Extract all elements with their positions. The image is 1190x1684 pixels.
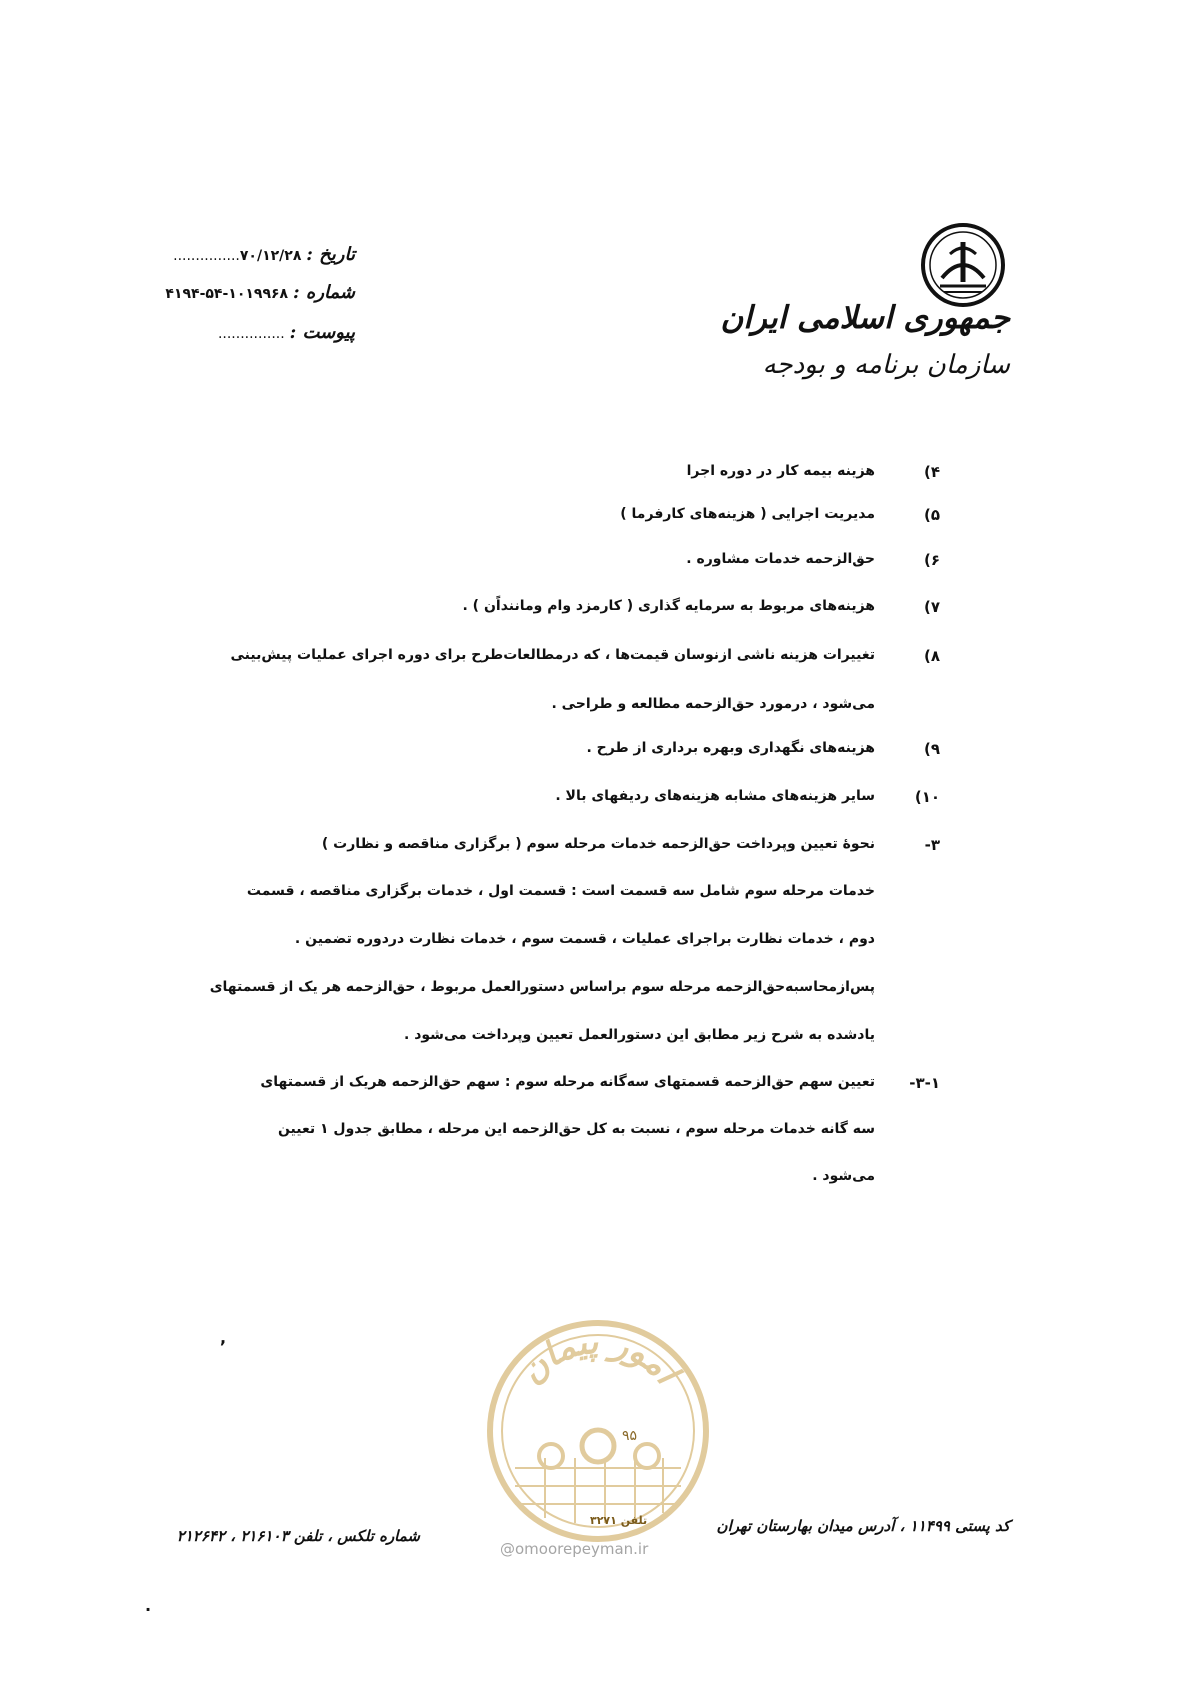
item-4-number: ۴) <box>923 463 940 481</box>
section-3-line-4: یادشده به شرح زیر مطابق این دستورالعمل تعیین وپرداخت می‌شود . <box>404 1027 875 1043</box>
section-3-line-1: خدمات مرحله سوم شامل سه قسمت است : قسمت اول ، خدمات برگزاری مناقصه ، قسمت <box>246 883 875 899</box>
item-10-number: ۱۰) <box>914 788 940 806</box>
item-9-text: هزینه‌های نگهداری وبهره برداری از طرح . <box>586 740 875 756</box>
item-8-line-2: می‌شود ، درمورد حق‌الزحمه مطالعه و طراحی . <box>551 696 875 712</box>
footer-contact: شماره تلکس ، تلفن ۲۱۶۱۰۳ ، ۲۱۲۶۴۲ <box>176 1527 420 1545</box>
org-title: جمهوری اسلامی ایران <box>720 300 1010 336</box>
footer-address: کد پستی ۱۱۴۹۹ ، آدرس میدان بهارستان تهران <box>716 1517 1010 1535</box>
watermark-seal <box>485 1318 711 1544</box>
watermark-url: @omoorepeyman.ir <box>500 1540 649 1558</box>
section-3-1-line-1: تعیین سهم حق‌الزحمه قسمتهای سه‌گانه مرحله سوم : سهم حق‌الزحمه هریک از قسمتهای <box>260 1074 875 1090</box>
date-field <box>173 244 355 265</box>
svg-text:امور پیمان <box>512 1322 689 1395</box>
item-9-number: ۹) <box>923 740 940 758</box>
page-number: ۹۵ <box>622 1428 638 1444</box>
item-8-number: ۸) <box>923 647 940 665</box>
org-subtitle: سازمان برنامه و بودجه <box>762 350 1010 380</box>
seal-lettering: امور پیمان <box>511 1321 686 1392</box>
number-label: شماره : <box>292 282 355 303</box>
item-10-text: سایر هزینه‌های مشابه هزینه‌های ردیفهای بالا . <box>555 788 875 804</box>
date-value: ۷۰/۱۲/۲۸ <box>239 248 302 264</box>
attachment-field <box>218 322 355 343</box>
section-3-1-line-3: می‌شود . <box>812 1168 875 1184</box>
item-7-text: هزینه‌های مربوط به سرمایه گذاری ( کارمزد وام وماننداًن ) . <box>462 598 875 614</box>
stray-dot: . <box>145 1596 152 1615</box>
item-5-text: مدیریت اجرایی ( هزینه‌های کارفرما ) <box>620 506 875 522</box>
emblem-logo <box>920 222 1006 308</box>
stray-mark: , <box>220 1328 227 1347</box>
number-field <box>165 282 355 303</box>
section-3-line-3: پس‌ازمحاسبه‌حق‌الزحمه مرحله سوم براساس دستورالعمل مربوط ، حق‌الزحمه هر یک از قسمتهای <box>209 979 875 995</box>
section-3-number: ۳- <box>924 836 940 854</box>
section-3-line-2: دوم ، خدمات نظارت براجرای عملیات ، قسمت سوم ، خدمات نظارت دردوره تضمین . <box>294 931 875 947</box>
date-label: تاریخ : <box>306 244 355 265</box>
item-7-number: ۷) <box>923 598 940 616</box>
number-value: ۱۰۱۹۹۶۸-۵۴-۴۱۹۴ <box>165 286 289 302</box>
section-3-title: نحوهٔ تعیین وپرداخت حق‌الزحمه خدمات مرحله سوم ( برگزاری مناقصه و نظارت ) <box>321 836 875 852</box>
item-8-line-1: تغییرات هزینه ناشی ازنوسان قیمت‌ها ، که درمطالعات‌طرح برای دوره اجرای عملیات پیش‌بینی <box>230 647 875 663</box>
attachment-dots: ............... <box>217 326 285 342</box>
item-5-number: ۵) <box>923 506 940 524</box>
seal-phone: تلفن ۳۲۷۱ <box>590 1514 648 1527</box>
section-3-1-line-2: سه گانه خدمات مرحله سوم ، نسبت به کل حق‌الزحمه این مرحله ، مطابق جدول ۱ تعیین <box>277 1121 875 1137</box>
item-6-text: حق‌الزحمه خدمات مشاوره . <box>686 551 875 567</box>
item-4-text: هزینه بیمه کار در دوره اجرا <box>686 463 875 479</box>
item-6-number: ۶) <box>923 551 940 569</box>
date-dots: ............... <box>173 248 240 264</box>
attachment-label: پیوست : <box>289 322 355 343</box>
section-3-1-number: ۳-۱- <box>909 1074 940 1092</box>
